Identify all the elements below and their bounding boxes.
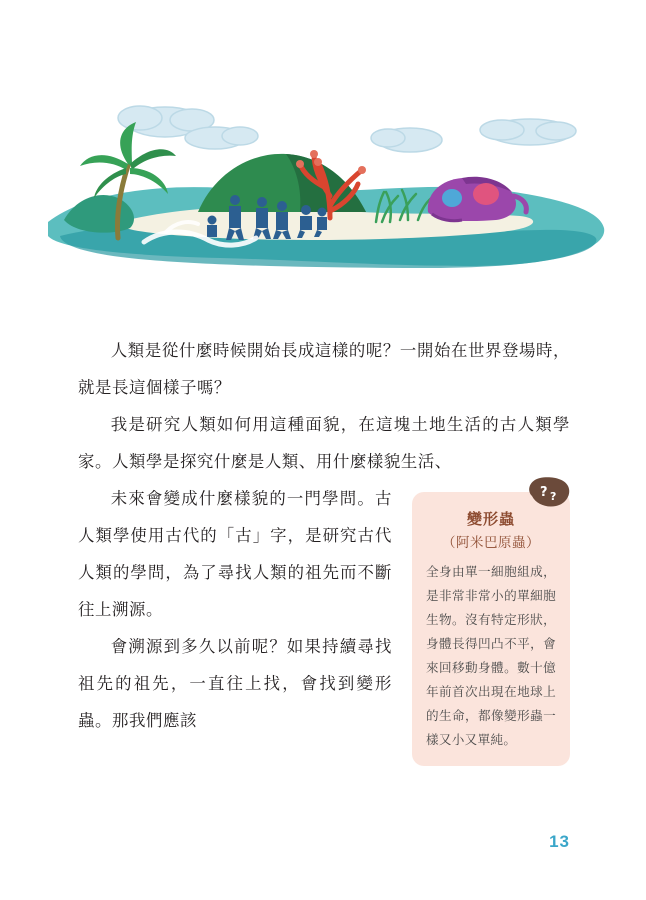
svg-text:?: ? (550, 490, 557, 503)
cloud-icon (480, 119, 576, 145)
paragraph-2: 我是研究人類如何用這種面貌，在這塊土地生活的古人類學家。人類學是探究什麼是人類、用什麼樣貌生活、 (78, 415, 570, 471)
sidebox-body-text: 全身由單一細胞組成，是非常非常小的單細胞生物。沒有特定形狀，身體長得凹凸不平，會來回移動身體。數十億年前首次出現在地球上的生命，都像變形蟲一樣又小又單純。 (426, 564, 556, 747)
sidebox-subtitle: （阿米巴原蟲） (442, 535, 540, 550)
svg-text:?: ? (540, 485, 548, 500)
question-marks-blob-icon (522, 474, 574, 516)
cloud-icon (185, 127, 258, 149)
page-number: 13 (549, 832, 570, 851)
sidebar-info-box (412, 485, 570, 766)
cloud-icon (371, 128, 442, 152)
island-illustration (0, 70, 646, 300)
paragraph-3: 未來會變成什麼樣貌的一門學問。古人類學使用古代的「古」字，是研究古代人類的學問，為了尋找人類的祖先而不斷往上溯源。 (78, 489, 392, 619)
paragraph-4: 會溯源到多久以前呢？如果持續尋找祖先的祖先，一直往上找，會找到變形蟲。那我們應該 (78, 637, 392, 730)
sidebox-title: 變形蟲 (466, 512, 515, 528)
paragraph-1: 人類是從什麼時候開始長成這樣的呢？一開始在世界登場時，就是長這個樣子嗎？ (78, 341, 570, 397)
